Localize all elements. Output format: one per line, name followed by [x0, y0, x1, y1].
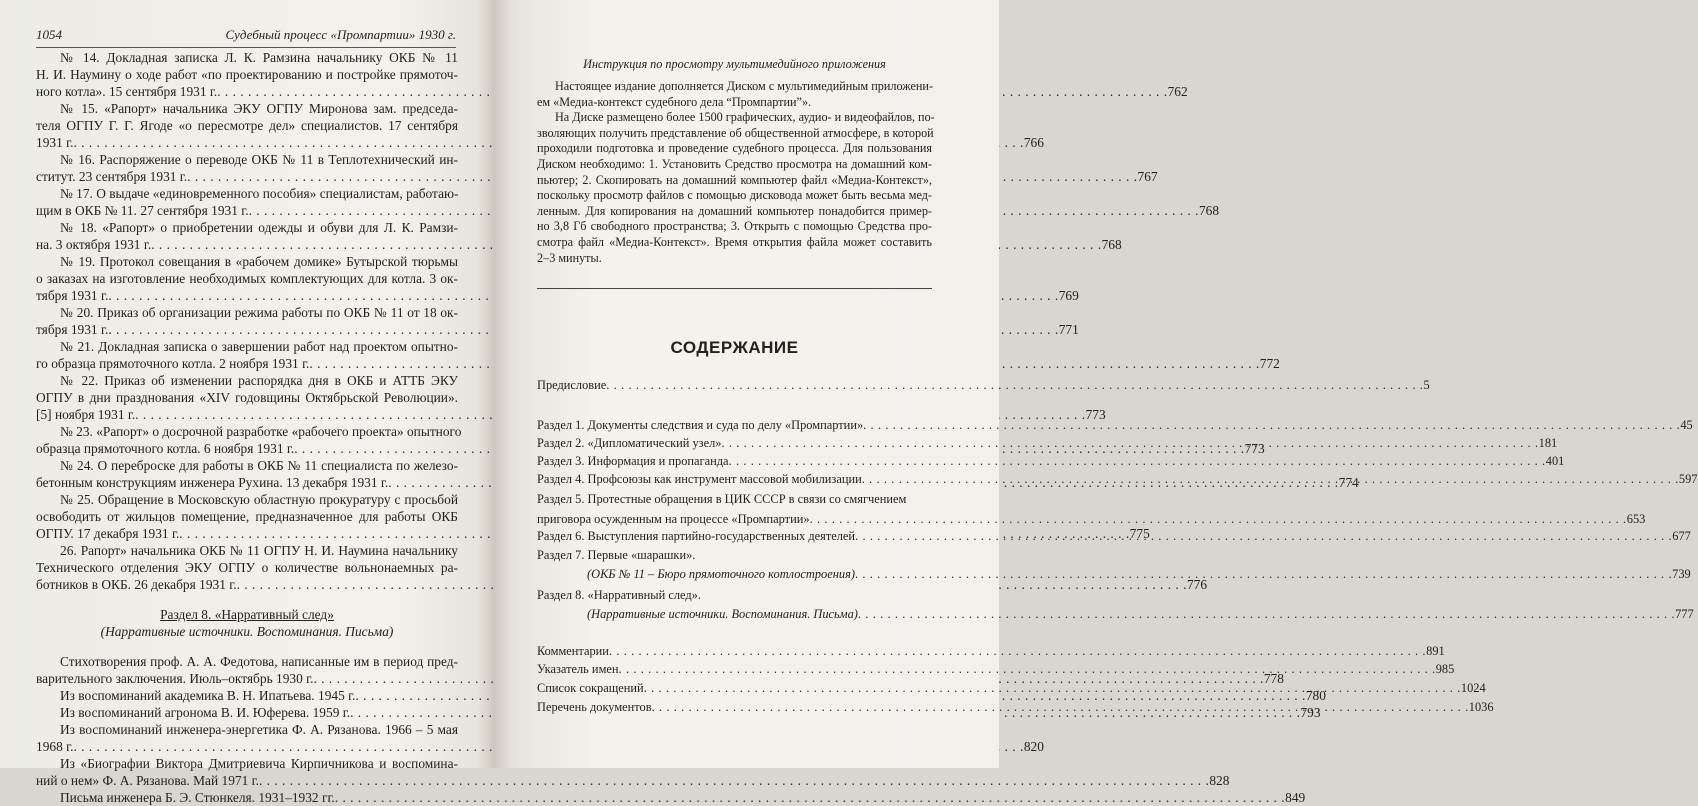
entry-page: 776	[1186, 577, 1208, 592]
entry-page: 773	[1085, 407, 1106, 422]
leader-dots	[855, 529, 1672, 544]
entry-line: о заказах на изготовление необходимых комплектующих для котла. 3 ок-	[36, 271, 458, 286]
toc-entry-page: 985	[1435, 662, 1455, 676]
section-subheading: (Нарративные источники. Воспоминания. Письма)	[100, 624, 394, 639]
leader-dots	[609, 644, 1426, 659]
toc-entry-page: 653	[1626, 512, 1646, 526]
entry-text: Письма инженера Б. Э. Стюнкеля. 1931–1932 гг.	[60, 790, 335, 805]
entry-first-line: № 20. Приказ об организации режима работы по ОКБ № 11 от 18 ок-	[60, 305, 458, 320]
leader-dots	[810, 512, 1627, 527]
leader-dots	[335, 790, 1285, 806]
entry-text: тября 1931 г.	[36, 322, 109, 337]
leader-dots	[855, 567, 1672, 582]
entry-line: Технического отделения ЭКУ ОГПУ о количестве вольнонаемных ра-	[36, 560, 458, 575]
instructions-line: смотра файл «Медиа-Контекст». Время открытия файла может составить	[537, 235, 932, 249]
instructions-line: проходили подготовка и проведение судебного процесса. Для пользования	[537, 141, 932, 156]
toc-entry	[587, 607, 1694, 622]
entry-first-line: № 24. О переброске для работы в ОКБ № 11 специалиста по железо-	[60, 458, 458, 473]
toc-title: СОДЕРЖАНИЕ	[670, 338, 799, 357]
instructions-line: 2–3 минуты.	[537, 250, 602, 265]
entry-first-line: № 19. Протокол совещания в «рабочем домике» Бутырской тюрьмы	[60, 254, 458, 269]
toc-entry-label: Предисловие	[537, 378, 607, 392]
page-number: 1054	[36, 27, 62, 42]
toc-entry	[537, 662, 1455, 677]
entry-first-line: № 23. «Рапорт» о досрочной разработке «рабочего проекта» опытного	[60, 424, 462, 439]
toc-entry-page: 1024	[1460, 681, 1486, 695]
toc-entry-label: (Нарративные источники. Воспоминания. Письма)	[587, 607, 858, 621]
instructions-line: ленным. Для копирования на домашний компьютер понадобится пример-	[537, 203, 932, 218]
toc-entry-label: Раздел 7. Первые «шарашки».	[537, 548, 696, 562]
entry-last-line	[60, 790, 1306, 806]
entry-page: 820	[1023, 739, 1044, 754]
entry-text: 1968 г.	[36, 739, 74, 754]
leader-dots	[862, 472, 1679, 487]
toc-entry-page: 5	[1423, 378, 1430, 392]
toc-entry	[537, 378, 1430, 393]
entry-first-line: Из «Биографии Виктора Дмитриевича Кирпичникова и воспомина-	[60, 756, 458, 771]
entry-page: 768	[1198, 203, 1220, 218]
entry-first-line: Стихотворения проф. А. А. Федотова, написанные им в период пред-	[60, 654, 458, 669]
entry-page: 762	[1167, 84, 1188, 99]
instructions-line: но 3,8 Гб свободного пространства; 3. Открыть с помощью Средства про-	[537, 219, 932, 234]
instructions-line: зволяющих получить представление об общественной атмосфере, в которой	[537, 125, 934, 140]
instructions-line: Диском необходимо: 1. Установить Средство просмотра на домашний ком-	[537, 157, 932, 171]
leader-dots	[729, 454, 1546, 469]
toc-entry-label: Раздел 2. «Дипломатический узел»	[537, 436, 722, 450]
toc-entry-label: Раздел 8. «Нарративный след».	[537, 588, 701, 602]
leader-dots	[606, 378, 1423, 393]
entry-text: ний о нем» Ф. А. Рязанова. Май 1971 г.	[36, 773, 259, 788]
toc-entry	[537, 418, 1693, 433]
toc-entry	[537, 644, 1445, 659]
toc-entry-page: 777	[1675, 607, 1694, 621]
running-head	[36, 27, 456, 48]
entry-page: 793	[1300, 705, 1321, 720]
leader-dots	[652, 700, 1469, 715]
instructions-line: пьютер; 2. Скопировать на домашний компьютер файл «Медиа-Контекст»,	[537, 172, 932, 187]
toc-entry-label: Указатель имен	[537, 662, 619, 676]
leader-dots	[721, 436, 1538, 451]
leader-dots	[644, 681, 1461, 696]
entry-text: варительного заключения. Июль–октябрь 1930 г.	[36, 671, 314, 686]
entry-last-line	[36, 739, 1044, 755]
toc-entry-page: 181	[1538, 436, 1558, 450]
instructions-line: На Диске размещено более 1500 графических, аудио- и видеофайлов, по-	[555, 110, 935, 125]
entry-page: 780	[1305, 688, 1326, 703]
entry-line: теля ОГПУ Г. Г. Ягоде «о пересмотре дел» специалистов. 17 сентября	[36, 118, 458, 133]
entry-first-line: Из воспоминаний инженера-энергетика Ф. А. Рязанова. 1966 – 5 мая	[60, 722, 458, 737]
toc-entry-page: 891	[1426, 644, 1445, 658]
toc-entry-label: Раздел 6. Выступления партийно-государственных деятелей	[537, 529, 856, 543]
entry-line: ОГПУ в дни празднования «XIV годовщины Октябрьской Революции».	[36, 390, 458, 405]
toc-entry-label: Комментарии	[537, 644, 609, 658]
entry-page: 768	[1101, 237, 1122, 252]
entry-page: 778	[1263, 671, 1284, 686]
leader-dots	[619, 662, 1436, 677]
toc-entry-page: 739	[1672, 567, 1691, 581]
entry-text: щим в ОКБ № 11. 27 сентября 1931 г.	[36, 203, 249, 218]
entry-last-line	[36, 356, 1280, 372]
entry-page: 771	[1058, 322, 1079, 337]
entry-last-line	[36, 322, 1079, 338]
leader-dots	[858, 607, 1675, 622]
entry-text: ного котла». 15 сентября 1931 г.	[36, 84, 218, 99]
toc-entry	[537, 512, 1646, 527]
entry-text: 1931 г.	[36, 135, 74, 150]
toc-entry-label: Раздел 3. Информация и пропаганда	[537, 454, 729, 468]
toc-entry-label: Раздел 4. Профсоюзы как инструмент массовой мобилизации	[537, 472, 862, 486]
instructions-line: ем «Медиа-контекст судебного дела “Промпартии”».	[537, 94, 812, 109]
entry-page: 769	[1058, 288, 1079, 303]
entry-first-line: № 14. Докладная записка Л. К. Рамзина начальнику ОКБ № 11	[60, 50, 458, 65]
leader-dots	[863, 418, 1680, 433]
toc-entry-page: 45	[1680, 418, 1693, 432]
running-title: Судебный процесс «Промпартии» 1930 г.	[225, 27, 456, 42]
entry-first-line: 26. Рапорт» начальника ОКБ № 11 ОГПУ Н. И. Наумина начальнику	[60, 543, 458, 558]
entry-last-line	[36, 407, 1106, 423]
toc-entry-label: Раздел 5. Протестные обращения в ЦИК СССР в связи со смягчением	[537, 492, 907, 506]
instructions-line: поскольку просмотр файлов с помощью дисковода может быть весьма мед-	[537, 188, 932, 203]
toc-entry-page: 677	[1672, 529, 1691, 543]
entry-page: 772	[1259, 356, 1280, 371]
entry-text: [5] ноября 1931 г.	[36, 407, 136, 422]
section-heading: Раздел 8. «Нарративный след»	[160, 607, 334, 622]
leader-dots	[259, 773, 1209, 789]
toc-entry-label: Перечень документов	[537, 700, 652, 714]
entry-first-line: № 25. Обращение в Московскую областную прокуратуру с просьбой	[60, 492, 458, 507]
entry-text: бетонным конструкциям инженера Рухина. 13 декабря 1931 г.	[36, 475, 389, 490]
entry-first-line: № 17. О выдаче «единовременного пособия» специалистам, работаю-	[60, 186, 459, 201]
entry-last-line	[36, 671, 1284, 687]
entry-text: образца прямоточного котла. 6 ноября 1931 г.	[36, 441, 295, 456]
toc-entry	[537, 454, 1565, 469]
toc-entry-label: Список сокращений	[537, 681, 644, 695]
entry-page: 766	[1023, 135, 1044, 150]
entry-text: тября 1931 г.	[36, 288, 109, 303]
entry-page: 767	[1137, 169, 1158, 184]
entry-page: 775	[1129, 526, 1150, 541]
entry-text: на. 3 октября 1931 г.	[36, 237, 152, 252]
entry-line: освободить от жильцов помещение, предназначенное для работы ОКБ	[36, 509, 458, 524]
entry-text: Из воспоминаний агронома В. И. Юферева. 1959 г.	[60, 705, 351, 720]
entry-last-line	[36, 773, 1230, 789]
entry-text: Из воспоминаний академика В. Н. Ипатьева. 1945 г.	[60, 688, 356, 703]
entry-first-line: № 15. «Рапорт» начальника ЭКУ ОГПУ Миронова зам. председа-	[60, 101, 458, 116]
entry-page: 773	[1244, 441, 1265, 456]
toc-entry-page: 401	[1545, 454, 1565, 468]
toc-entry-label: приговора осужденным на процессе «Промпартии»	[537, 512, 810, 526]
entry-text: ститут. 23 сентября 1931 г.	[36, 169, 188, 184]
entry-page: 828	[1209, 773, 1230, 788]
entry-last-line	[36, 288, 1079, 304]
entry-text: ботников в ОКБ. 26 декабря 1931 г.	[36, 577, 237, 592]
entry-text: ОГПУ. 17 декабря 1931 г.	[36, 526, 180, 541]
toc-entry	[587, 567, 1691, 582]
toc-entry-page: 597	[1678, 472, 1698, 486]
entry-page: 849	[1285, 790, 1306, 805]
entry-last-line	[36, 577, 1208, 593]
entry-first-line: № 16. Распоряжение о переводе ОКБ № 11 в Теплотехнический ин-	[60, 152, 458, 167]
entry-page: 774	[1338, 475, 1359, 490]
entry-line: Н. И. Наумину о ходе работ «по проектированию и постройке прямоточ-	[36, 67, 458, 82]
entry-first-line: № 21. Докладная записка о завершении работ над проектом опытно-	[60, 339, 458, 354]
toc-entry-page: 1036	[1468, 700, 1494, 714]
instructions-line: Настоящее издание дополняется Диском с мультимедийным приложени-	[555, 79, 934, 93]
divider-rule	[537, 288, 932, 289]
instructions-title: Инструкция по просмотру мультимедийного приложения	[583, 57, 886, 71]
entry-text: го образца прямоточного котла. 2 ноября 1931 г.	[36, 356, 310, 371]
entry-first-line: № 22. Приказ об изменении распорядка дня в ОКБ и АТТБ ЭКУ	[60, 373, 458, 388]
toc-entry-label: Раздел 1. Документы следствия и суда по делу «Промпартии»	[537, 418, 864, 432]
toc-entry-label: (ОКБ № 11 – Бюро прямоточного котлостроения)	[587, 567, 855, 581]
entry-first-line: № 18. «Рапорт» о приобретении одежды и обуви для Л. К. Рамзи-	[60, 220, 458, 235]
